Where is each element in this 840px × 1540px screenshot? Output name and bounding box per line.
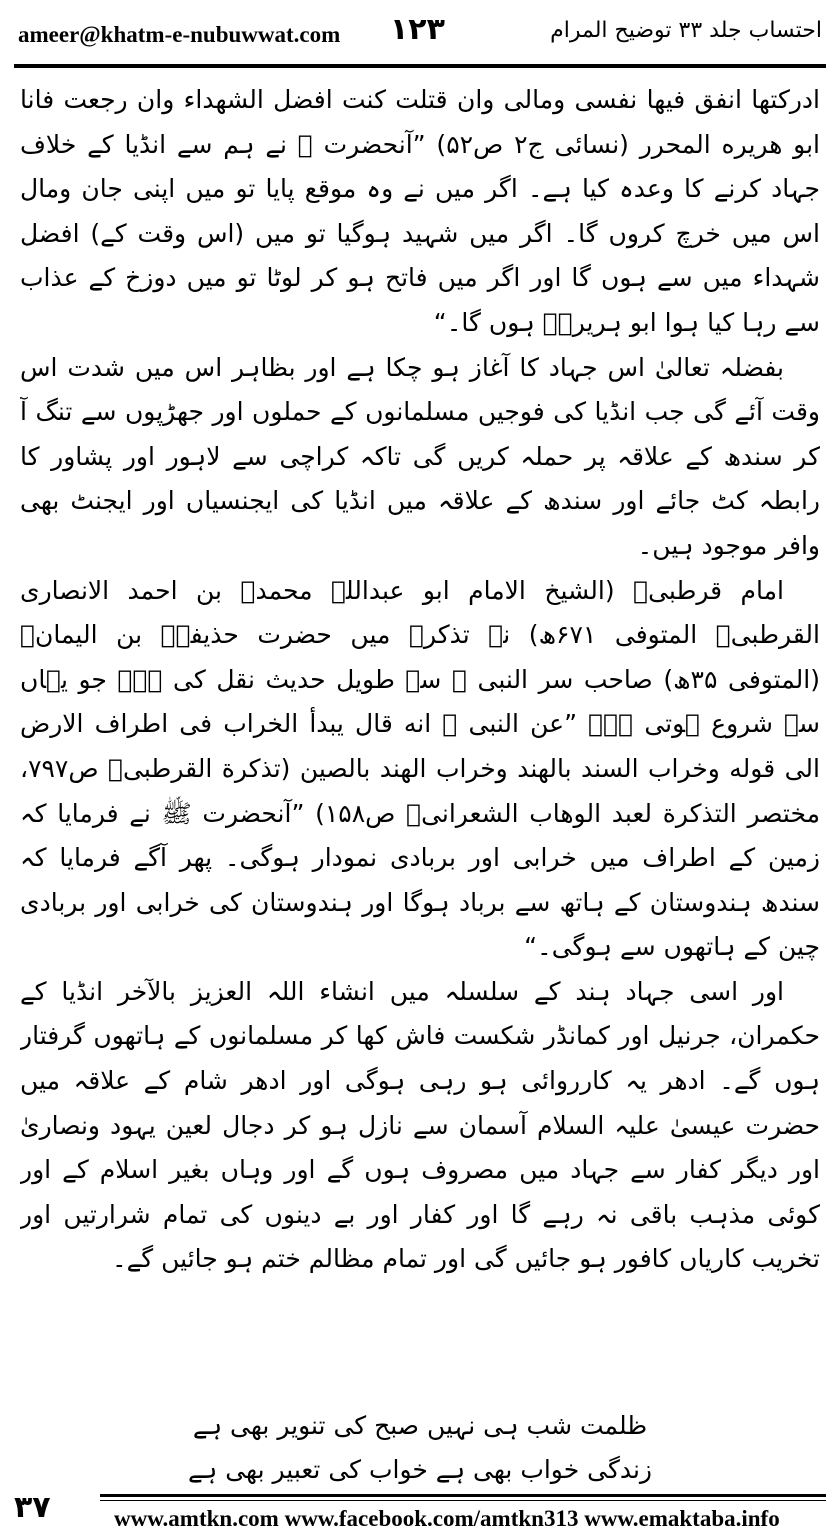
paragraph-1: ادرکتها انفق فیها نفسی ومالی وان قتلت کنت افضل الشهداء وان رجعت فانا ابو هریره المحرر (نسائی ج۲ ص۵۲) ”آنحضرت ﷺ نے ہم سے انڈیا کے خلاف جہاد کرنے کا وعدہ کیا ہے۔ اگر میں نے وہ موقع پایا تو میں اپنی جان ومال اس میں خرچ کروں گا۔ اگر میں شہید ہوگیا تو میں (اس وقت کے) افضل شہداء میں سے ہوں گا اور اگر میں فاتح ہو کر لوٹا تو میں دوزخ کے عذاب سے رہا کیا ہوا ابو ہریرہؓ ہوں گا۔“	[20, 85, 820, 337]
header-rule	[14, 64, 826, 68]
header-book-title: احتساب جلد ۳۳ توضیح المرام	[550, 18, 822, 43]
poem-couplet	[0, 1404, 840, 1492]
header-page-number: ۱۲۳	[390, 12, 445, 47]
poem-line-2: زندگی خواب بھی ہے خواب کی تعبیر بھی ہے	[187, 1455, 653, 1484]
paragraph-2: بفضلہ تعالیٰ اس جہاد کا آغاز ہو چکا ہے اور بظاہر اس میں شدت اس وقت آئے گی جب انڈیا کی فوجیں مسلمانوں کے حملوں اور جھڑپوں سے تنگ آ کر سندھ کے علاقہ پر حملہ کریں گی تاکہ کراچی سے لاہور اور پشاور کا رابطہ کٹ جائے اور سندھ کے علاقہ میں انڈیا کی ایجنسیاں اور ایجنٹ بھی وافر موجود ہیں۔	[20, 352, 820, 560]
paragraph-3: امام قرطبیؒ (الشیخ الامام ابو عبداللہ محمدؒ بن احمد الانصاری القرطبیؒ المتوفی ۶۷۱ھ) نے تذکرہ میں حضرت حذیفہؓ بن الیمانؓ (المتوفی ۳۵ھ) صاحب سر النبی ﷺ سے طویل حدیث نقل کی ہے۔ جو یہاں سے شروع ہوتی ہے۔ ”عن النبی ﷺ انه قال یبدأ الخراب فی اطراف الارض الی قوله وخراب السند بالهند وخراب الهند بالصین (تذکرة القرطبیؒ ص۷۹۷، مختصر التذکرة لعبد الوهاب الشعرانیؒ ص۱۵۸) ”آنحضرت ﷺ نے فرمایا کہ زمین کے اطراف میں خرابی اور بربادی نمودار ہوگی۔ پھر آگے فرمایا کہ سندھ ہندوستان کے ہاتھ سے برباد ہوگا اور ہندوستان کی خرابی اور بربادی چین کے ہاتھوں سے ہوگی۔“	[20, 575, 820, 962]
footer-page-number: ۳۷	[14, 1490, 51, 1525]
footer-urls: www.amtkn.com www.facebook.com/amtkn313 www.emaktaba.info	[114, 1506, 780, 1531]
footer-rule-thin	[100, 1500, 826, 1501]
footer-rule-thick	[100, 1494, 826, 1497]
paragraph-4: اور اسی جہاد ہند کے سلسلہ میں انشاء اللہ العزیز بالآخر انڈیا کے حکمران، جرنیل اور کمانڈر شکست فاش کھا کر مسلمانوں کے ہاتھوں گرفتار ہوں گے۔ ادھر یہ کارروائی ہو رہی ہوگی اور ادھر شام کے علاقہ میں حضرت عیسیٰ علیہ السلام آسمان سے نازل ہو کر دجال لعین یہود ونصاریٰ اور دیگر کفار سے جہاد میں مصروف ہوں گے اور وہاں بغیر اسلام کے اور کوئی مذہب باقی نہ رہے گا اور کفار اور بے دینوں کی تمام شرارتیں اور تخریب کاریاں کافور ہو جائیں گی اور تمام مظالم ختم ہو جائیں گے۔	[20, 976, 820, 1274]
header-email: ameer@khatm-e-nubuwwat.com	[18, 22, 341, 47]
page-header	[14, 8, 826, 60]
poem-line-1: ظلمت شب ہی نہیں صبح کی تنویر بھی ہے	[192, 1411, 648, 1440]
page-body	[20, 78, 820, 1380]
page-footer	[14, 1490, 826, 1534]
